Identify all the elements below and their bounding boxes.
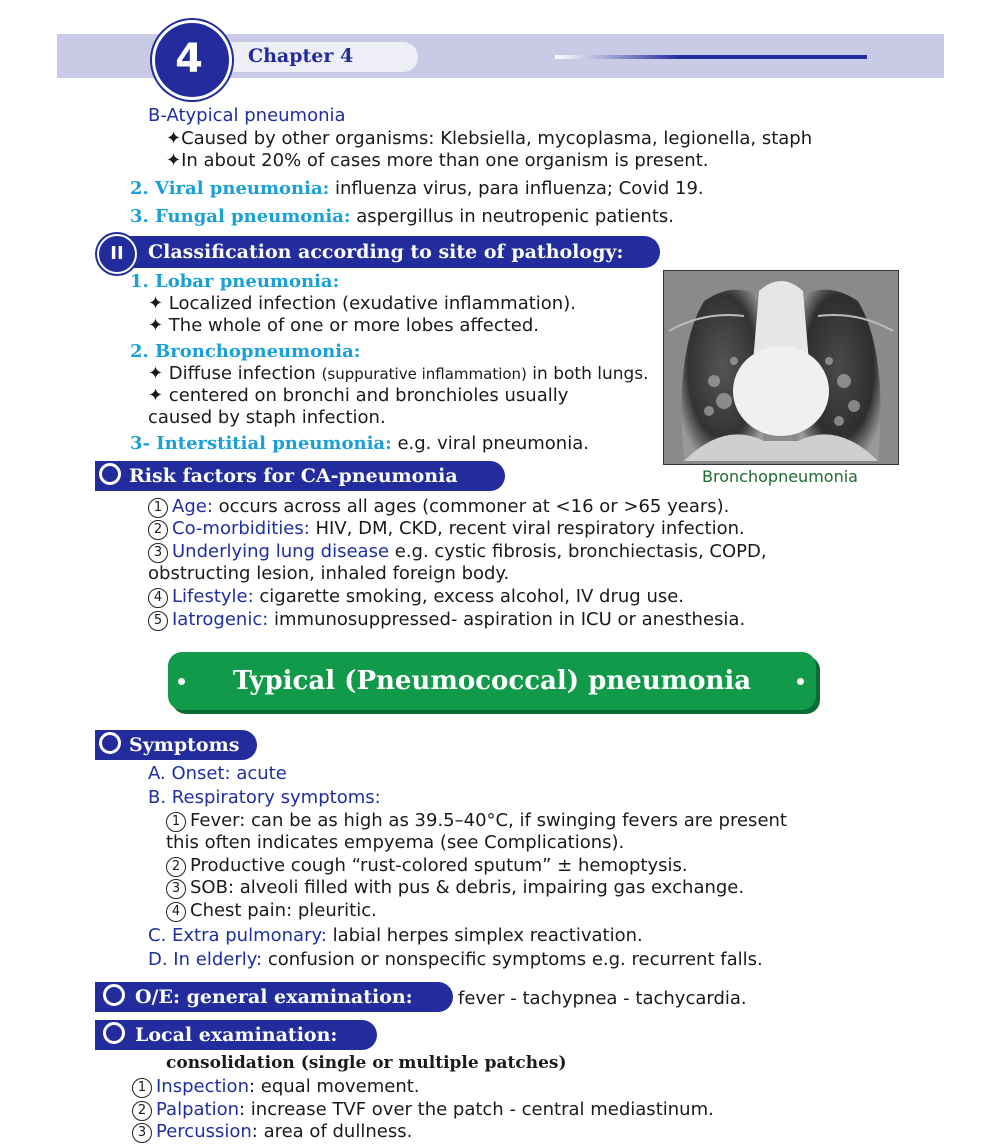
resp-item: 4 Chest pain: pleuritic. <box>166 900 377 922</box>
atypical-item: ✦Caused by other organisms: Klebsiella, mycoplasma, legionella, staph <box>166 128 813 149</box>
local-exam-subtitle: consolidation (single or multiple patches) <box>166 1053 567 1073</box>
classification-badge: II <box>97 234 137 274</box>
circle-bullet-icon <box>103 1022 125 1044</box>
symptom-extra-pulmonary: C. Extra pulmonary: labial herpes simplex reactivation. <box>148 925 643 946</box>
local-exam-item: 1 Inspection: equal movement. <box>132 1076 420 1098</box>
broncho-label: 2. Bronchopneumonia: <box>130 341 361 362</box>
resp-item: 3 SOB: alveoli filled with pus & debris, impairing gas exchange. <box>166 877 744 899</box>
resp-item: 2 Productive cough “rust-colored sputum” ± hemoptysis. <box>166 855 688 877</box>
classification-heading: Classification according to site of pathology: <box>112 236 660 268</box>
risk-item: 5 Iatrogenic: immunosuppressed- aspiration in ICU or anesthesia. <box>148 609 745 631</box>
lobar-label: 1. Lobar pneumonia: <box>130 271 340 292</box>
symptom-onset: A. Onset: acute <box>148 763 287 784</box>
circle-bullet-icon <box>99 732 121 754</box>
banner-title: Typical (Pneumococcal) pneumonia <box>232 666 752 696</box>
general-exam-text: fever - tachypnea - tachycardia. <box>458 988 747 1009</box>
symptom-elderly: D. In elderly: confusion or nonspecific symptoms e.g. recurrent falls. <box>148 949 763 970</box>
broncho-item-cont: caused by staph infection. <box>148 407 386 428</box>
viral-pneumonia: 2. Viral pneumonia: influenza virus, para influenza; Covid 19. <box>130 178 704 199</box>
header-rule <box>555 55 867 59</box>
risk-item: 4 Lifestyle: cigarette smoking, excess alcohol, IV drug use. <box>148 586 684 608</box>
broncho-item: ✦ centered on bronchi and bronchioles usually <box>148 385 569 406</box>
risk-item: 1 Age: occurs across all ages (commoner at <16 or >65 years). <box>148 496 729 518</box>
risk-heading: Risk factors for CA-pneumonia <box>95 461 505 491</box>
general-exam-heading: O/E: general examination: <box>95 982 453 1012</box>
local-exam-heading: Local examination: <box>95 1020 377 1050</box>
circle-bullet-icon <box>103 984 125 1006</box>
lobar-item: ✦ The whole of one or more lobes affected. <box>148 315 540 336</box>
interstitial-pneumonia: 3- Interstitial pneumonia: e.g. viral pneumonia. <box>130 433 589 454</box>
symptom-respiratory: B. Respiratory symptoms: <box>148 787 381 808</box>
chapter-title: Chapter 4 <box>248 45 354 67</box>
chapter-number: 4 <box>175 36 203 82</box>
local-exam-item: 2 Palpation: increase TVF over the patch - central mediastinum. <box>132 1099 714 1121</box>
risk-item: 3 Underlying lung disease e.g. cystic fibrosis, bronchiectasis, COPD, <box>148 541 767 563</box>
xray-caption: Bronchopneumonia <box>702 467 858 486</box>
risk-item: 2 Co-morbidities: HIV, DM, CKD, recent viral respiratory infection. <box>148 518 745 540</box>
atypical-title: B-Atypical pneumonia <box>148 105 346 126</box>
local-exam-item: 3 Percussion: area of dullness. <box>132 1121 412 1143</box>
lobar-item: ✦ Localized infection (exudative inflammation). <box>148 293 576 314</box>
circle-bullet-icon <box>99 463 121 485</box>
risk-item-cont: obstructing lesion, inhaled foreign body. <box>148 563 510 584</box>
resp-item: 1 Fever: can be as high as 39.5–40°C, if swinging fevers are present <box>166 810 787 832</box>
chest-xray-image <box>663 270 899 465</box>
broncho-item: ✦ Diffuse infection (suppurative inflammation) in both lungs. <box>148 363 649 384</box>
fungal-pneumonia: 3. Fungal pneumonia: aspergillus in neutropenic patients. <box>130 206 674 227</box>
resp-item-cont: this often indicates empyema (see Complications). <box>166 832 625 853</box>
symptoms-heading: Symptoms <box>95 730 257 760</box>
atypical-item: ✦In about 20% of cases more than one organism is present. <box>166 150 709 171</box>
